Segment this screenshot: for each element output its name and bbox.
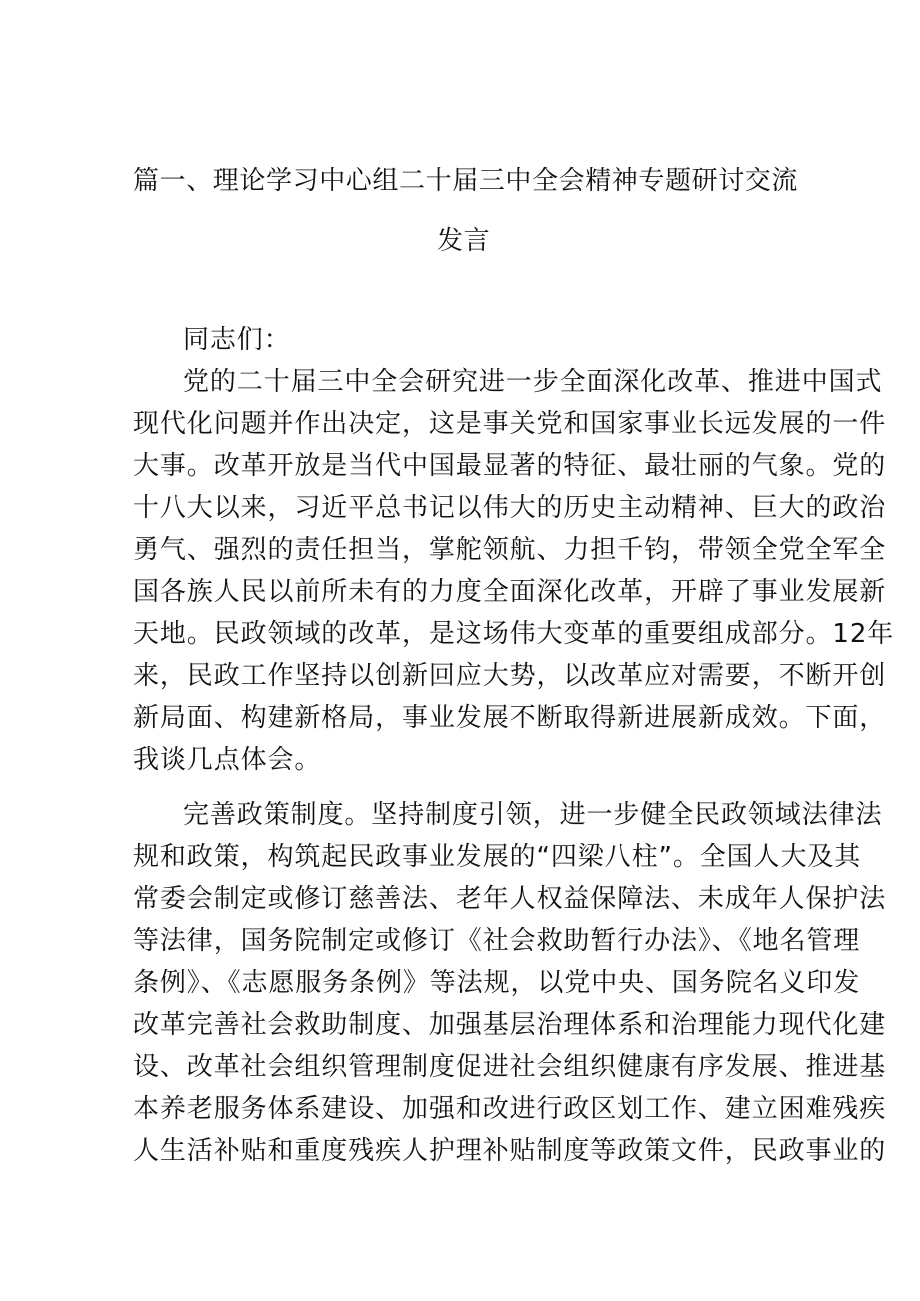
paragraph-2-line-5: 条例》、《志愿服务条例》等法规，以党中央、国务院名义印发 <box>133 968 861 998</box>
paragraph-1-line-7: 天地。民政领域的改革，是这场伟大变革的重要组成部分。12年 <box>133 619 895 649</box>
paragraph-1-line-1: 党的二十届三中全会研究进一步全面深化改革、推进中国式 <box>183 367 883 397</box>
document-title-line-2: 发言 <box>437 226 491 256</box>
paragraph-2-line-6: 改革完善社会救助制度、加强基层治理体系和治理能力现代化建 <box>133 1010 887 1040</box>
paragraph-1-line-5: 勇气、强烈的责任担当，掌舵领航、力担千钧，带领全党全军全 <box>133 535 887 565</box>
paragraph-2-line-2: 规和政策，构筑起民政事业发展的“四梁八柱”。全国人大及其 <box>133 842 862 872</box>
salutation: 同志们： <box>183 325 291 355</box>
paragraph-1-line-8: 来，民政工作坚持以创新回应大势，以改革应对需要，不断开创 <box>133 661 887 691</box>
paragraph-2-line-7: 设、改革社会组织管理制度促进社会组织健康有序发展、推进基 <box>133 1052 887 1082</box>
paragraph-1-line-2: 现代化问题并作出决定，这是事关党和国家事业长远发展的一件 <box>133 409 887 439</box>
paragraph-2-line-8: 本养老服务体系建设、加强和改进行政区划工作、建立困难残疾 <box>133 1094 887 1124</box>
paragraph-1-line-9: 新局面、构建新格局，事业发展不断取得新进展新成效。下面， <box>133 703 887 733</box>
paragraph-2-line-9: 人生活补贴和重度残疾人护理补贴制度等政策文件，民政事业的 <box>133 1136 887 1166</box>
paragraph-2-line-1: 完善政策制度。坚持制度引领，进一步健全民政领域法律法 <box>183 800 883 830</box>
document-title-line-1: 篇一、理论学习中心组二十届三中全会精神专题研讨交流 <box>133 166 799 196</box>
paragraph-1-line-3: 大事。改革开放是当代中国最显著的特征、最壮丽的气象。党的 <box>133 451 887 481</box>
paragraph-1-line-4: 十八大以来，习近平总书记以伟大的历史主动精神、巨大的政治 <box>133 493 887 523</box>
paragraph-1-line-6: 国各族人民以前所未有的力度全面深化改革，开辟了事业发展新 <box>133 577 887 607</box>
paragraph-2-line-4: 等法律，国务院制定或修订《社会救助暂行办法》、《地名管理 <box>133 926 861 956</box>
paragraph-2-line-3: 常委会制定或修订慈善法、老年人权益保障法、未成年人保护法 <box>133 884 887 914</box>
paragraph-1-line-10: 我谈几点体会。 <box>133 745 322 775</box>
